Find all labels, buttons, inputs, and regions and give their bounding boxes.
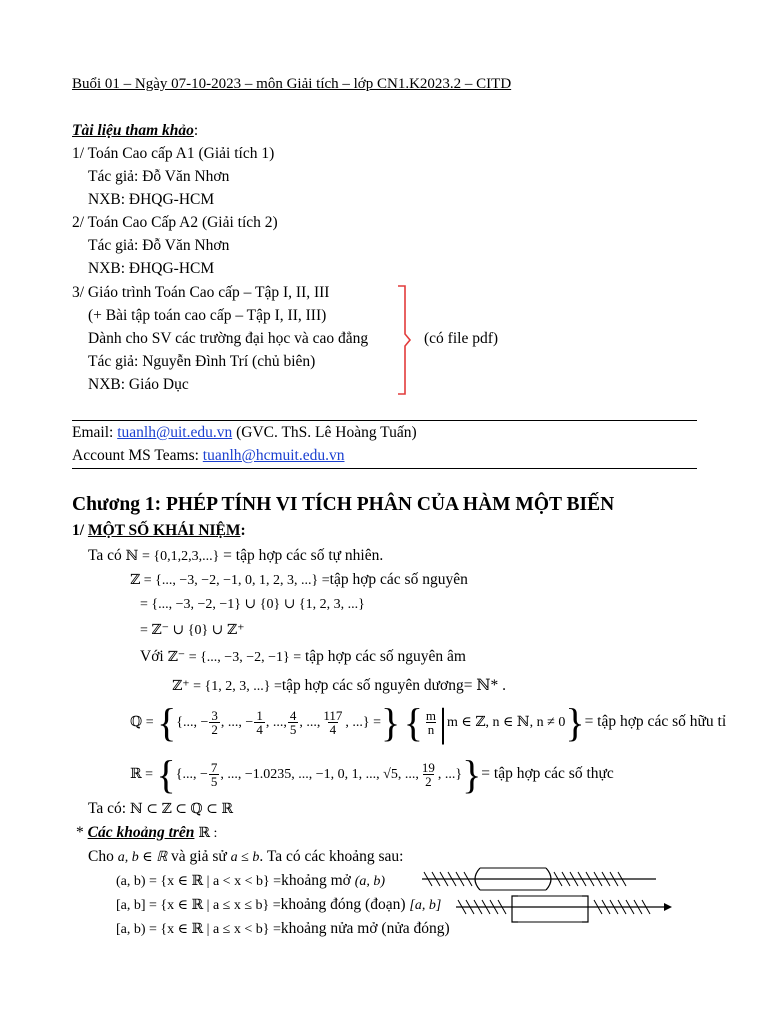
zneg-prefix: Với	[140, 648, 164, 665]
r-middle: , ..., −1.0235, ..., −1, 0, 1, ..., √5, ...,	[220, 767, 419, 782]
divider-top	[72, 420, 697, 421]
ref-book-3-extra: (+ Bài tập toán cao cấp – Tập I, II, III)	[88, 307, 327, 324]
section-heading	[72, 522, 246, 540]
q-brace-open: {	[157, 699, 177, 745]
half-open-interval-def: [a, b) = {x ∈ ℝ | a ≤ x < b} =	[116, 922, 281, 937]
zpos-equals: = ℕ* .	[463, 677, 507, 694]
email-label: Email:	[72, 424, 114, 441]
real-numbers-line	[130, 752, 614, 797]
r-brace-open: {	[156, 751, 176, 797]
email-owner: (GVC. ThS. Lê Hoàng Tuấn)	[236, 424, 417, 441]
ref-book-3-audience: Dành cho SV các trường đại học và cao đẳng	[88, 330, 369, 347]
q-sep-3: , ...,	[299, 715, 321, 730]
chain-prefix: Ta có:	[88, 800, 127, 817]
divider-bottom	[72, 468, 697, 469]
chapter-title: Chương 1: PHÉP TÍNH VI TÍCH PHÂN CỦA HÀM MỘT BIẾN	[72, 494, 615, 515]
given-prefix: Cho	[88, 848, 114, 865]
inclusion-chain: ℕ ⊂ ℤ ⊂ ℚ ⊂ ℝ	[129, 802, 233, 817]
given-line	[88, 848, 403, 866]
n-prefix: Ta có	[88, 547, 122, 564]
open-interval-def: (a, b) = {x ∈ ℝ | a < x < b} =	[116, 874, 282, 889]
half-open-interval-line	[116, 920, 450, 938]
ref-book-2-publisher: NXB: ĐHQG-HCM	[88, 260, 215, 277]
integers-line	[130, 571, 468, 589]
q-frac-3: $\frac{4}{5}$	[289, 708, 297, 738]
zpos-description: tập hợp các số nguyên dương	[281, 677, 464, 694]
closed-interval-line	[116, 896, 441, 914]
teams-line	[72, 447, 345, 465]
natural-numbers-line	[88, 547, 383, 565]
r-frac-2: $\frac{19}{2}$	[421, 760, 435, 790]
n-description: = tập hợp các số tự nhiên.	[223, 547, 384, 564]
n-set: ℕ = {0,1,2,3,...}	[125, 549, 220, 564]
r-close: , ...}	[437, 767, 463, 782]
r-brace-close: }	[462, 751, 482, 797]
q-sep-1: , ..., −	[220, 715, 254, 730]
ref-book-1: 1/ Toán Cao cấp A1 (Giải tích 1)	[72, 145, 275, 162]
q-open: {..., −	[176, 715, 209, 730]
teams-link[interactable]: tuanlh@hcmuit.edu.vn	[202, 447, 345, 464]
ref-book-3-author: Tác giả: Nguyễn Đình Trí (chủ biên)	[88, 353, 316, 370]
closed-interval-number-line	[454, 892, 676, 926]
zneg-set: ℤ⁻ = {..., −3, −2, −1} =	[167, 650, 302, 665]
z-set: ℤ = {..., −3, −2, −1, 0, 1, 2, 3, ...} =	[130, 573, 330, 588]
r-frac-1: $\frac{7}{5}$	[210, 760, 218, 790]
zneg-description: tập hợp các số nguyên âm	[304, 648, 466, 665]
q-bar: |	[439, 699, 448, 745]
closed-interval-symbol: [a, b]	[409, 898, 442, 913]
references-colon: :	[193, 122, 199, 139]
r-lead: ℝ =	[130, 767, 154, 782]
email-link[interactable]: tuanlh@uit.edu.vn	[117, 424, 233, 441]
open-interval-symbol: (a, b)	[354, 874, 386, 889]
ref-book-1-author: Tác giả: Đỗ Văn Nhơn	[88, 168, 230, 185]
q-frac-2: $\frac{1}{4}$	[256, 708, 263, 738]
q-frac-1: $\frac{3}{2}$	[211, 708, 218, 738]
ref-book-2-author: Tác giả: Đỗ Văn Nhơn	[88, 237, 230, 254]
page-header: Buổi 01 – Ngày 07-10-2023 – môn Giải tích – lớp CN1.K2023.2 – CITD	[72, 76, 512, 92]
teams-label: Account MS Teams:	[72, 447, 199, 464]
q-set-close: }	[565, 699, 585, 745]
q-condition: m ∈ ℤ, n ∈ ℕ, n ≠ 0	[447, 715, 566, 730]
closed-interval-desc: khoảng đóng (đoạn)	[280, 896, 406, 913]
open-interval-desc: khoảng mở	[281, 872, 351, 889]
references-title: Tài liệu tham khảo	[72, 122, 194, 139]
r-description: = tập hợp các số thực	[481, 765, 614, 782]
section-colon: :	[240, 522, 246, 539]
q-description: = tập hợp các số hữu tỉ	[584, 713, 727, 730]
red-brace-icon	[396, 284, 416, 396]
integers-union-2: = ℤ⁻ ∪ {0} ∪ ℤ⁺	[140, 623, 245, 638]
references-heading	[72, 122, 198, 140]
z-description: tập hợp các số nguyên	[329, 571, 468, 588]
negative-integers-line	[140, 648, 466, 666]
section-title: MỘT SỐ KHÁI NIỆM	[87, 522, 241, 539]
half-open-interval-desc: khoảng nửa mở (nửa đóng)	[280, 920, 450, 937]
intervals-title: Các khoảng trên	[87, 824, 195, 841]
section-number: 1/	[72, 522, 85, 539]
given-suffix: . Ta có các khoảng sau:	[259, 848, 404, 865]
open-interval-line	[116, 872, 385, 890]
pdf-note: (có file pdf)	[424, 330, 499, 347]
q-frac-mn: $\frac{m}{n}$	[425, 708, 437, 738]
r-open: {..., −	[175, 767, 208, 782]
ref-book-2: 2/ Toán Cao Cấp A2 (Giải tích 2)	[72, 214, 278, 231]
ref-book-3-publisher: NXB: Giáo Dục	[88, 376, 189, 393]
intervals-r: ℝ :	[198, 826, 218, 841]
ref-book-3: 3/ Giáo trình Toán Cao cấp – Tập I, II, III	[72, 284, 330, 301]
given-math: a, b ∈ ℝ	[117, 850, 168, 865]
rational-numbers-line	[130, 700, 726, 745]
intervals-star: *	[76, 824, 84, 841]
inclusion-chain-line	[88, 800, 233, 818]
positive-integers-line	[172, 676, 506, 695]
open-interval-number-line	[420, 862, 660, 896]
email-line	[72, 424, 417, 442]
q-brace-close: }	[380, 699, 401, 745]
q-frac-4: $\frac{117}{4}$	[323, 708, 343, 738]
closed-interval-def: [a, b] = {x ∈ ℝ | a ≤ x ≤ b} =	[116, 898, 281, 913]
q-lead: ℚ =	[130, 715, 154, 730]
ref-book-1-publisher: NXB: ĐHQG-HCM	[88, 191, 215, 208]
q-sep-2: , ...,	[265, 715, 287, 730]
integers-union-1: = {..., −3, −2, −1} ∪ {0} ∪ {1, 2, 3, ...}	[140, 597, 365, 612]
q-set-open: {	[403, 699, 423, 745]
given-middle: và giả sử	[171, 848, 227, 865]
q-close: , ...} =	[345, 715, 381, 730]
intervals-heading	[76, 824, 217, 842]
given-condition: a ≤ b	[230, 850, 260, 865]
zpos-set: ℤ⁺ = {1, 2, 3, ...} =	[172, 679, 282, 694]
